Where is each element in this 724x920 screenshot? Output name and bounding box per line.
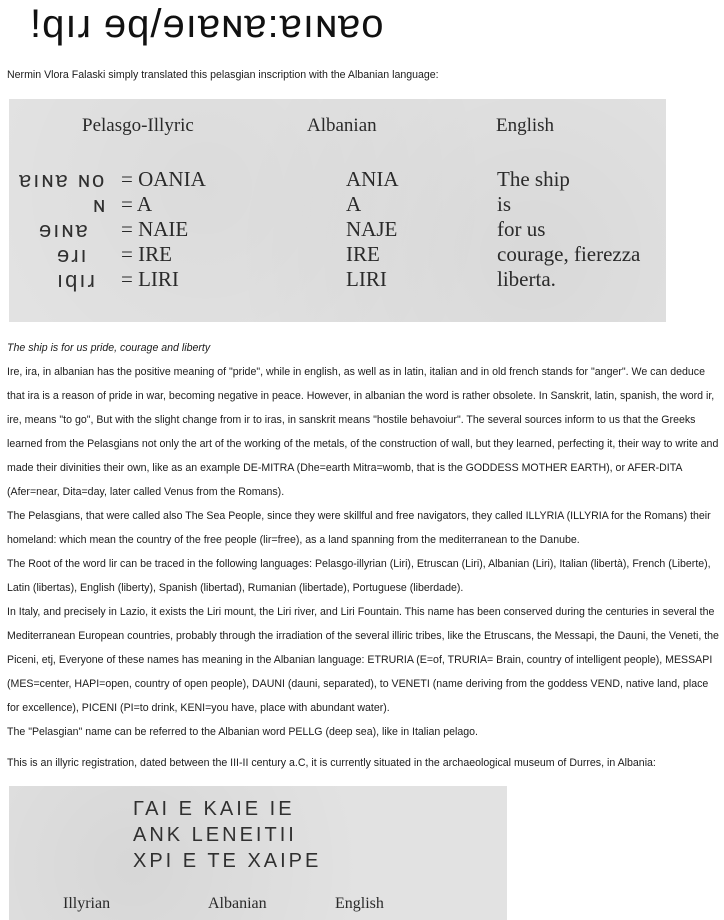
image-caption: The ship is for us pride, courage and liberty bbox=[7, 342, 211, 354]
intro-text: Nermin Vlora Falaski simply translated this pelasgian inscription with the Albanian language: bbox=[7, 69, 439, 81]
glyph-cell: ɘıɴɐ bbox=[39, 217, 90, 242]
paragraph: In Italy, and precisely in Lazio, it exists the Liri mount, the Liri river, and Liri Fountain. This name has been conserved during the centuries in several the Mediterranean European countries, probably through the irradiation of the several illiric tribes, like the Etruscans, the Messapi, the Dauni, the Veneti, the Piceni, etj, Everyone of these names has meaning in the Albanian language: ETRURIA (E=of, TRURIA= Brain, country of intelligent people), MESSAPI (MES=center, HAPI=open, country of open people), DAUNI (dauni, separated), to VENETI (name deriving from the goddess VEND, native land, place for excellence), PICENI (PI=to drink, KENI=you have, place with abundant water). bbox=[7, 606, 719, 714]
paragraph: The "Pelasgian" name can be referred to the Albanian word PELLG (deep sea), like in Italian pelago. bbox=[7, 726, 478, 738]
pelasgo-cell: = A bbox=[121, 192, 153, 216]
english-cell: for us bbox=[497, 217, 546, 241]
header-albanian: Albanian bbox=[307, 115, 377, 136]
pelasgo-cell: = LIRI bbox=[121, 267, 179, 291]
registration-image bbox=[9, 786, 507, 920]
glyph-cell: ɴ bbox=[93, 192, 108, 217]
inscription-line: ΧΡΙ Ε ΤΕ ΧΑΙΡΕ bbox=[133, 850, 322, 872]
glyph-cell: ıqıɹ bbox=[57, 267, 97, 292]
header-pelasgo: Pelasgo-Illyric bbox=[82, 115, 194, 136]
english-cell: liberta. bbox=[497, 267, 556, 291]
translation-table-image bbox=[9, 99, 666, 322]
table-row bbox=[9, 217, 666, 243]
albanian-cell: LIRI bbox=[346, 267, 387, 291]
albanian-cell: IRE bbox=[346, 242, 380, 266]
header-illyrian: Illyrian bbox=[63, 895, 111, 912]
inscription-line: ΓΑΙ Ε ΚΑΙΕ ΙΕ bbox=[133, 798, 295, 820]
pelasgo-cell: = IRE bbox=[121, 242, 172, 266]
paragraph: Ire, ira, in albanian has the positive meaning of "pride", while in english, as well as in latin, italian and in old french stands for "anger". We can deduce that ira is a reason of pride in war, becoming negative in peace. However, in albanian the word is rather obsolete. In Sanskrit, latin, spanish, the word ir, ire, means "to go", But with the slight change from ir to iras, in sanskrit means "hostile behavoiur". The several sources inform to us that the Greeks learned from the Pelasgians not only the art of the working of the metals, of the construction of wall, but they learned, perfecting it, their way to write and made their divinities their own, like as an example DE-MITRA (Dhe=earth Mitra=womb, that is the GODDESS MOTHER EARTH), or AFER-DITA (Afer=near, Dita=day, later called Venus from the Romans). bbox=[7, 366, 719, 498]
registration-text: This is an illyric registration, dated between the III-II century a.C, it is currently situated in the archaeological museum of Durres, in Albania: bbox=[7, 757, 656, 769]
albanian-cell: A bbox=[346, 192, 362, 216]
pelasgo-cell: = NAIE bbox=[121, 217, 189, 241]
paragraph: The Root of the word lir can be traced in the following languages: Pelasgo-illyrian (Liri), Etruscan (Liri), Albanian (Liri), Italian (libertà), French (Liberte), Latin (libertas), English (liberty), Spanish (libertad), Rumanian (libertade), Portuguese (liberdade). bbox=[7, 558, 711, 594]
table-row bbox=[9, 167, 666, 193]
glyph-cell: ɐıɴɐ ɴo bbox=[19, 167, 107, 192]
english-cell: courage, fierezza bbox=[497, 242, 641, 266]
glyph-cell: ɘɹı bbox=[57, 242, 89, 267]
header-english-2: English bbox=[335, 895, 384, 912]
table-row bbox=[9, 242, 666, 268]
table-row bbox=[9, 267, 666, 293]
english-cell: is bbox=[497, 192, 512, 216]
pelasgo-cell: = OANIA bbox=[121, 167, 206, 191]
english-cell: The ship bbox=[497, 167, 570, 191]
header-english: English bbox=[496, 115, 555, 136]
albanian-cell: ANIA bbox=[346, 167, 399, 191]
inscription-line: ΑΝΚ LENEITII bbox=[133, 824, 297, 846]
table-row bbox=[9, 192, 666, 218]
header-albanian-2: Albanian bbox=[208, 895, 267, 912]
article-body bbox=[7, 336, 719, 744]
inscription-image-text: !qıɹ ɘq/ɘıɐɴɐ:ɐıɴɐo bbox=[30, 2, 385, 46]
albanian-cell: NAJE bbox=[346, 217, 398, 241]
paragraph: The Pelasgians, that were called also The Sea People, since they were skillful and free navigators, they called ILLYRIA (ILLYRIA for the Romans) their homeland: which mean the country of the free people (lir=free), as a land spanning from the mediterranean to the Danube. bbox=[7, 510, 711, 546]
